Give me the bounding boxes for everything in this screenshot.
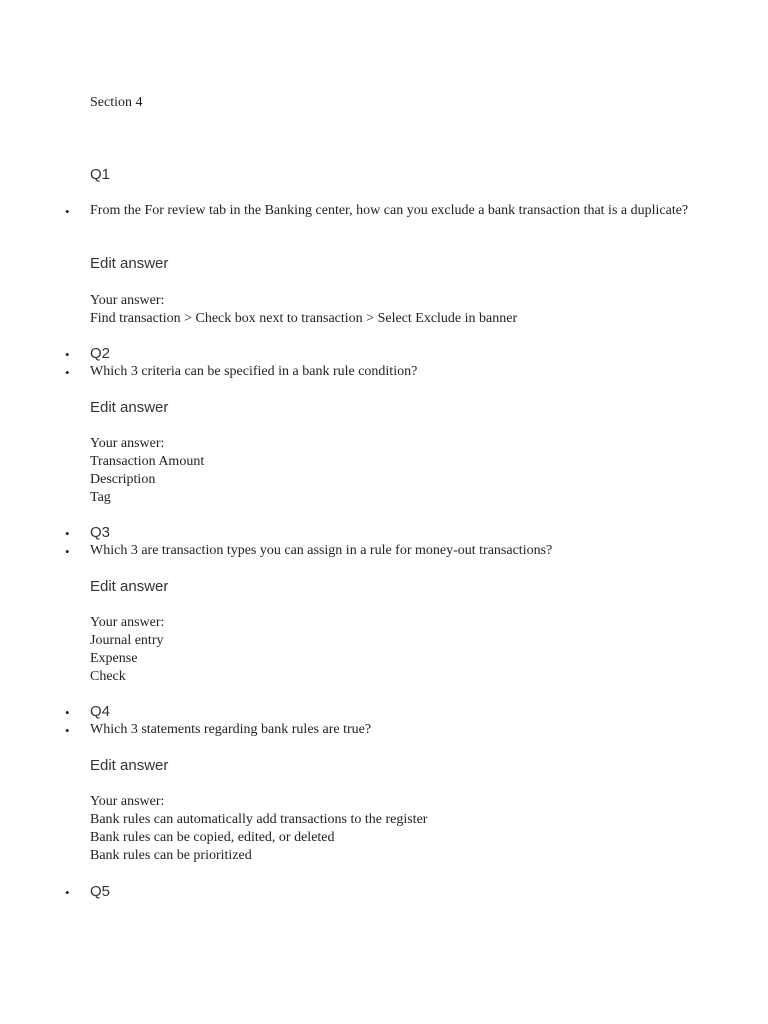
edit-answer-link-q3[interactable]: Edit answer	[90, 578, 169, 595]
bullet-icon: •	[65, 365, 70, 380]
question-label-q1: Q1	[90, 166, 111, 183]
question-label-q2: Q2	[90, 345, 111, 362]
bullet-icon: •	[65, 526, 70, 541]
answer-item-q2-2: Description	[90, 472, 156, 487]
section-title: Section 4	[90, 95, 143, 110]
question-text-q2: Which 3 criteria can be specified in a bank rule condition?	[90, 364, 418, 379]
your-answer-label-q4: Your answer:	[90, 794, 165, 809]
answer-item-q3-3: Check	[90, 669, 126, 684]
answer-item-q4-1: Bank rules can automatically add transactions to the register	[90, 812, 428, 827]
bullet-icon: •	[65, 347, 70, 362]
your-answer-label-q2: Your answer:	[90, 436, 165, 451]
edit-answer-link-q1[interactable]: Edit answer	[90, 255, 169, 272]
answer-item-q2-3: Tag	[90, 490, 111, 505]
question-label-q4: Q4	[90, 703, 111, 720]
answer-item-q4-2: Bank rules can be copied, edited, or deleted	[90, 830, 335, 845]
answer-item-q2-1: Transaction Amount	[90, 454, 205, 469]
question-label-q5: Q5	[90, 883, 111, 900]
bullet-icon: •	[65, 705, 70, 720]
answer-item-q1-1: Find transaction > Check box next to transaction > Select Exclude in banner	[90, 311, 518, 326]
question-text-q3: Which 3 are transaction types you can assign in a rule for money-out transactions?	[90, 543, 553, 558]
edit-answer-link-q2[interactable]: Edit answer	[90, 399, 169, 416]
answer-item-q3-1: Journal entry	[90, 633, 164, 648]
edit-answer-link-q4[interactable]: Edit answer	[90, 757, 169, 774]
question-text-q1: From the For review tab in the Banking center, how can you exclude a bank transaction that is a duplicate?	[90, 203, 689, 218]
answer-item-q3-2: Expense	[90, 651, 138, 666]
bullet-icon: •	[65, 204, 70, 219]
your-answer-label-q1: Your answer:	[90, 293, 165, 308]
question-label-q3: Q3	[90, 524, 111, 541]
your-answer-label-q3: Your answer:	[90, 615, 165, 630]
answer-item-q4-3: Bank rules can be prioritized	[90, 848, 252, 863]
bullet-icon: •	[65, 723, 70, 738]
bullet-icon: •	[65, 885, 70, 900]
bullet-icon: •	[65, 544, 70, 559]
question-text-q4: Which 3 statements regarding bank rules are true?	[90, 722, 372, 737]
